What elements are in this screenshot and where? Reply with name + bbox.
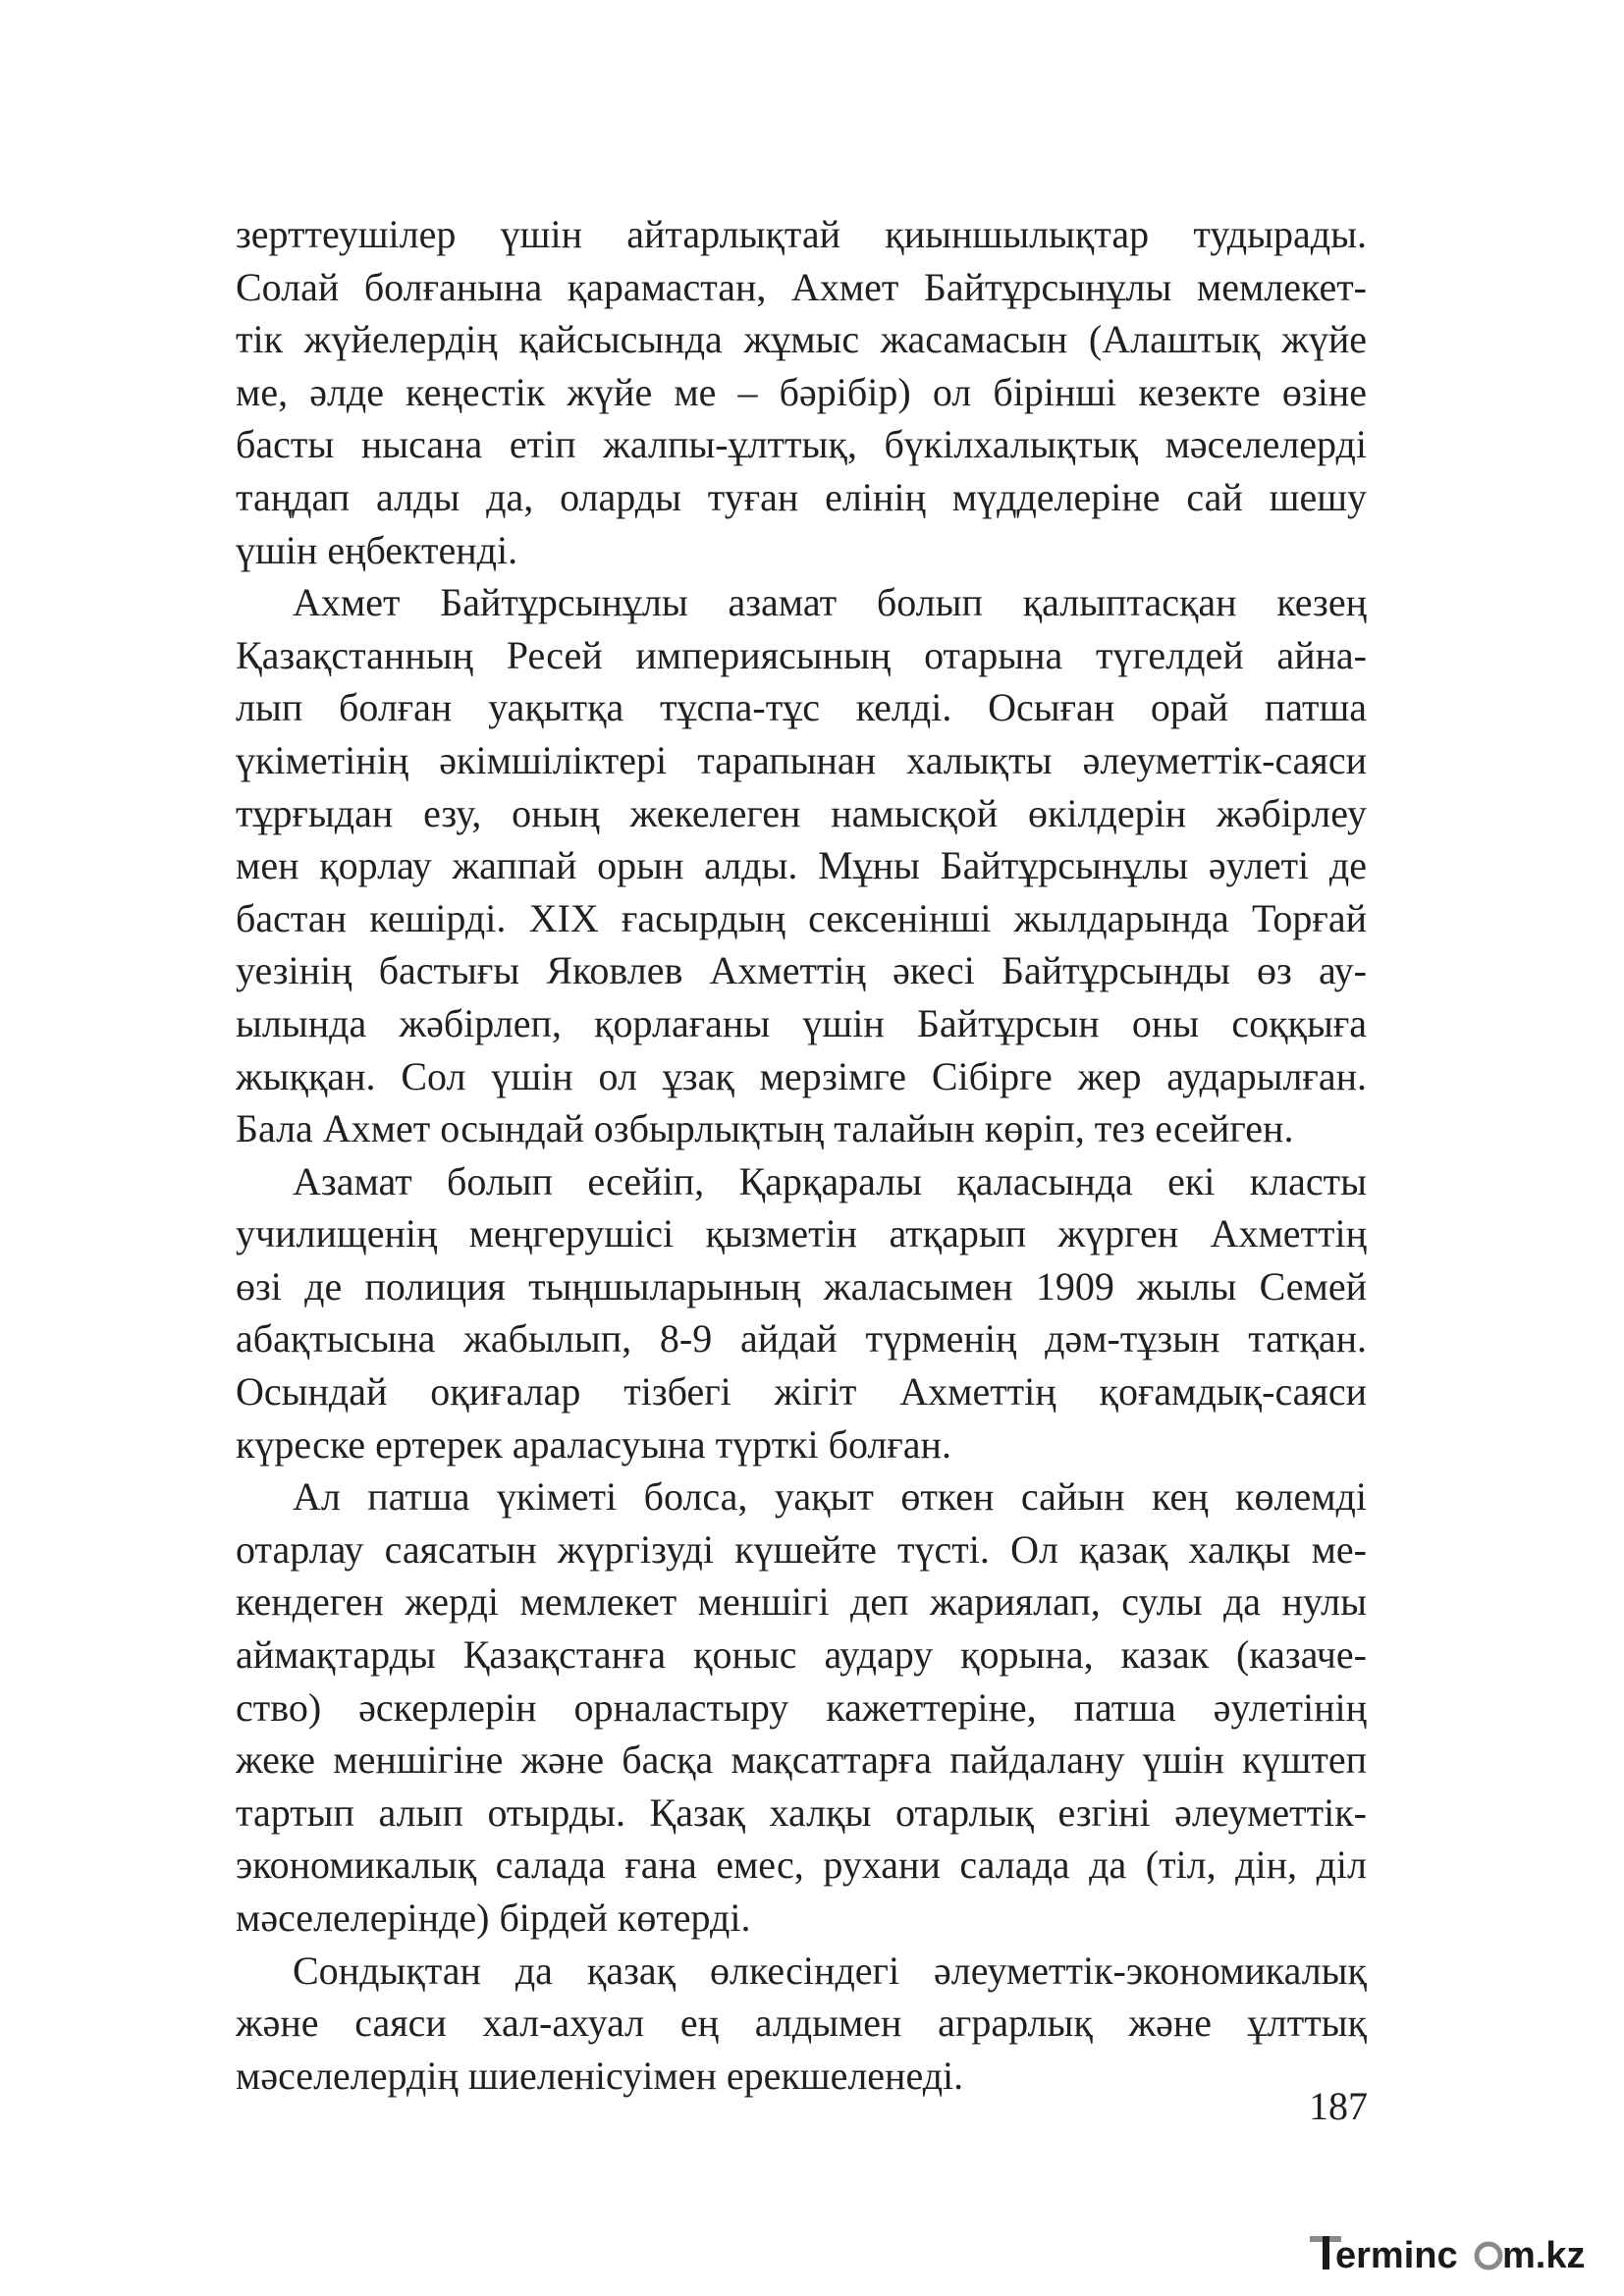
text-line: өзі де полиция тыңшыларының жаласымен 1909 жылы Семей (236, 1263, 1367, 1308)
text-line: мен қорлау жаппай орын алды. Мұны Байтұрсынұлы әулеті де (236, 843, 1367, 888)
text-line: Ал патша үкіметі болса, уақыт өткен сайын кең көлемді (293, 1474, 1367, 1520)
text-line: таңдап алды да, оларды туған елінің мүдделеріне сай шешу (236, 474, 1367, 519)
text-line: отарлау саясатын жүргізуді күшейте түсті. Ол қазақ халқы ме- (236, 1526, 1367, 1572)
svg-text:erminc: erminc (1335, 2235, 1458, 2275)
text-line: аймақтарды Қазақстанға қоныс аудару қорына, казак (казаче- (236, 1632, 1367, 1678)
text-line: экономикалық салада ғана емес, рухани салада да (тіл, дін, діл (236, 1842, 1367, 1888)
body-text (236, 208, 1367, 2102)
text-line: ме, әлде кеңестік жүйе ме – бәрібір) ол бірінші кезекте өзіне (236, 369, 1367, 414)
text-line: лып болған уақытқа тұспа-тұс келді. Осыған орай патша (236, 685, 1367, 730)
svg-text:m.kz: m.kz (1502, 2235, 1586, 2275)
text-line: Қазақстанның Ресей империясының отарына түгелдей айна- (236, 632, 1367, 677)
text-line: Ахмет Байтұрсынұлы азамат болып қалыптасқан кезең (293, 580, 1367, 625)
text-line: Бала Ахмет осындай озбырлықтың талайын көріп, тез есейген. (236, 1106, 1294, 1151)
text-line: үкіметінің әкімшіліктері тарапынан халықты әлеуметтік-саяси (236, 737, 1367, 782)
text-line: зерттеушілер үшін айтарлықтай қиыншылықтар тудырады. (236, 212, 1367, 256)
text-line: Осындай оқиғалар тізбегі жігіт Ахметтің қоғамдық-саяси (236, 1369, 1367, 1415)
text-line: тартып алып отырды. Қазақ халқы отарлық езгіні әлеуметтік- (236, 1789, 1367, 1835)
text-line: Сондықтан да қазақ өлкесіндегі әлеуметтік-экономикалық (293, 1948, 1367, 1993)
text-line: тік жүйелердің қайсысында жұмыс жасамасын (Алаштық жүйе (236, 317, 1367, 362)
text-line: басты нысана етіп жалпы-ұлттық, бүкілхалықтық мәселелерді (236, 422, 1367, 467)
text-line: күреске ертерек араласуына түрткі болған. (236, 1421, 951, 1467)
text-line: және саяси хал-ахуал ең алдымен аграрлық және ұлттық (236, 2001, 1367, 2046)
text-line: ылында жәбірлеп, қорлағаны үшін Байтұрсын оны соққыға (236, 1000, 1367, 1045)
text-line: кендеген жерді мемлекет меншігі деп жариялап, сулы да нулы (236, 1579, 1367, 1625)
text-line: абақтысына жабылып, 8-9 айдай түрменің дәм-тұзын татқан. (236, 1316, 1367, 1362)
text-line: жыққан. Сол үшін ол ұзақ мерзімге Сібірге жер аударылған. (236, 1053, 1367, 1098)
text-line: тұрғыдан езу, оның жекелеген намысқой өкілдерін жәбірлеу (236, 790, 1367, 835)
text-line: уезінің бастығы Яковлев Ахметтің әкесі Байтұрсынды өз ау- (236, 948, 1367, 993)
text-line: бастан кешірді. ХІХ ғасырдың сексенінші жылдарында Торғай (236, 895, 1367, 940)
text-line: училищенің меңгерушісі қызметін атқарып жүрген Ахметтің (236, 1211, 1367, 1256)
text-line: ство) әскерлерін орналастыру кажеттеріне, патша әулетінің (236, 1684, 1367, 1730)
text-line: мәселелердің шиеленісуімен ерекшеленеді. (236, 2053, 964, 2098)
termincom-watermark-logo (1306, 2230, 1591, 2275)
page-number: 187 (1309, 2084, 1368, 2128)
text-line: үшін еңбектенді. (236, 527, 518, 572)
text-line: жеке меншігіне және басқа мақсаттарға пайдалану үшін күштеп (236, 1737, 1367, 1783)
text-line: Солай болғанына қарамастан, Ахмет Байтұрсынұлы мемлекет- (236, 264, 1367, 309)
text-line: мәселелерінде) бірдей көтерді. (236, 1896, 751, 1940)
text-line: Азамат болып есейіп, Қарқаралы қаласында екі класты (293, 1158, 1367, 1203)
